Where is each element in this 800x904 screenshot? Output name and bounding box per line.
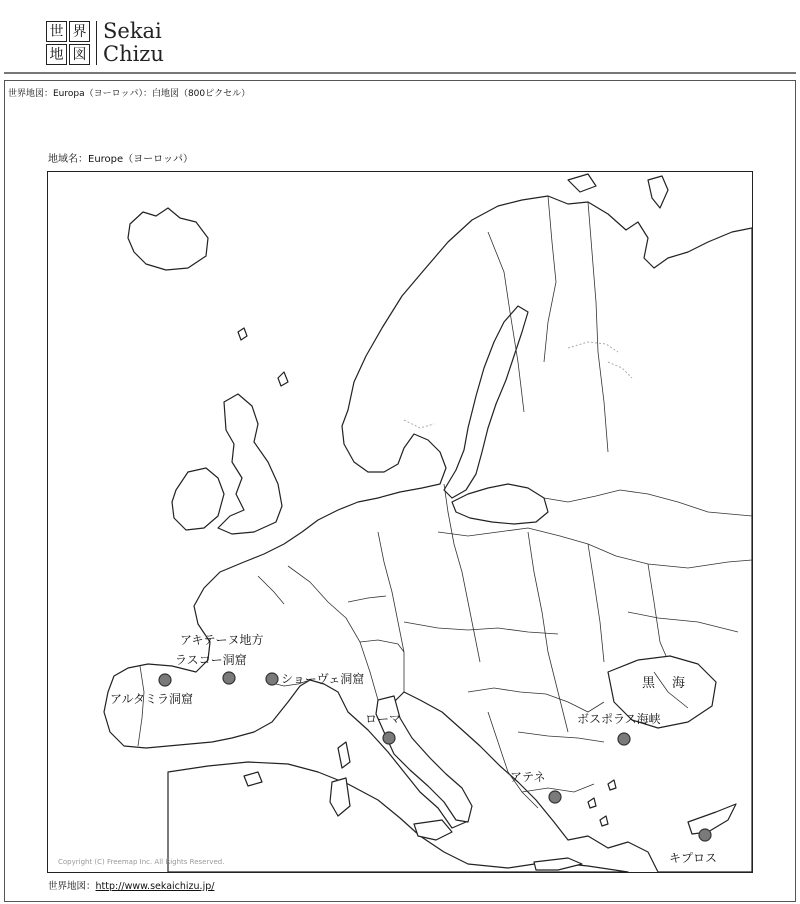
bosporus-marker[interactable] bbox=[618, 733, 630, 745]
rome-marker[interactable] bbox=[383, 732, 395, 744]
arctic-island bbox=[568, 174, 596, 192]
logo-divider bbox=[96, 21, 97, 65]
lascaux-marker[interactable] bbox=[223, 672, 235, 684]
footer-label: 世界地図： bbox=[48, 881, 96, 892]
breadcrumb: 世界地図：Europa（ヨーロッパ）：白地図（800ピクセル） bbox=[8, 89, 251, 99]
logo-kanji: 図 bbox=[69, 44, 90, 65]
altamira-marker[interactable] bbox=[159, 674, 171, 686]
novaya-zemlya bbox=[648, 176, 668, 208]
athens-marker[interactable] bbox=[549, 791, 561, 803]
map-label-cyprus: キプロス bbox=[669, 851, 718, 865]
logo-kanji-grid bbox=[46, 21, 90, 65]
site-logo[interactable] bbox=[46, 18, 164, 68]
map-label-chauvet: ショーヴェ洞窟 bbox=[281, 672, 365, 686]
great-britain bbox=[218, 394, 282, 534]
map-label-bosporus: ボスポラス海峡 bbox=[577, 712, 661, 726]
logo-kanji: 地 bbox=[46, 44, 67, 65]
logo-wordmark bbox=[103, 20, 164, 66]
chauvet-marker[interactable] bbox=[266, 673, 278, 685]
map-label-rome: ローマ bbox=[365, 712, 402, 726]
region-title: 地域名：Europe（ヨーロッパ） bbox=[48, 154, 193, 165]
logo-kanji: 界 bbox=[69, 21, 90, 42]
logo-line-2: Chizu bbox=[103, 42, 164, 66]
ireland bbox=[172, 468, 224, 530]
map-outline bbox=[48, 172, 752, 872]
footer-link[interactable]: http://www.sekaichizu.jp/ bbox=[95, 881, 215, 892]
map-label-black-sea: 黒 海 bbox=[642, 676, 688, 691]
corsica bbox=[338, 742, 350, 768]
map-label-lascaux: ラスコー洞窟 bbox=[175, 653, 247, 667]
map-label-aquitaine: アキテーヌ地方 bbox=[180, 633, 264, 647]
map-label-altamira: アルタミラ洞窟 bbox=[110, 692, 194, 706]
island bbox=[278, 372, 288, 386]
cyprus-marker[interactable] bbox=[699, 829, 711, 841]
map-label-athens: アテネ bbox=[510, 770, 546, 784]
map-copyright: Copyright (C) Freemap Inc. All Rights Reserved. bbox=[58, 858, 225, 866]
island bbox=[238, 328, 247, 340]
iceland bbox=[128, 208, 208, 270]
footer bbox=[48, 878, 214, 892]
europe-map bbox=[47, 171, 753, 873]
logo-kanji: 世 bbox=[46, 21, 67, 42]
logo-line-1: Sekai bbox=[103, 19, 162, 43]
header-rule bbox=[4, 72, 796, 74]
